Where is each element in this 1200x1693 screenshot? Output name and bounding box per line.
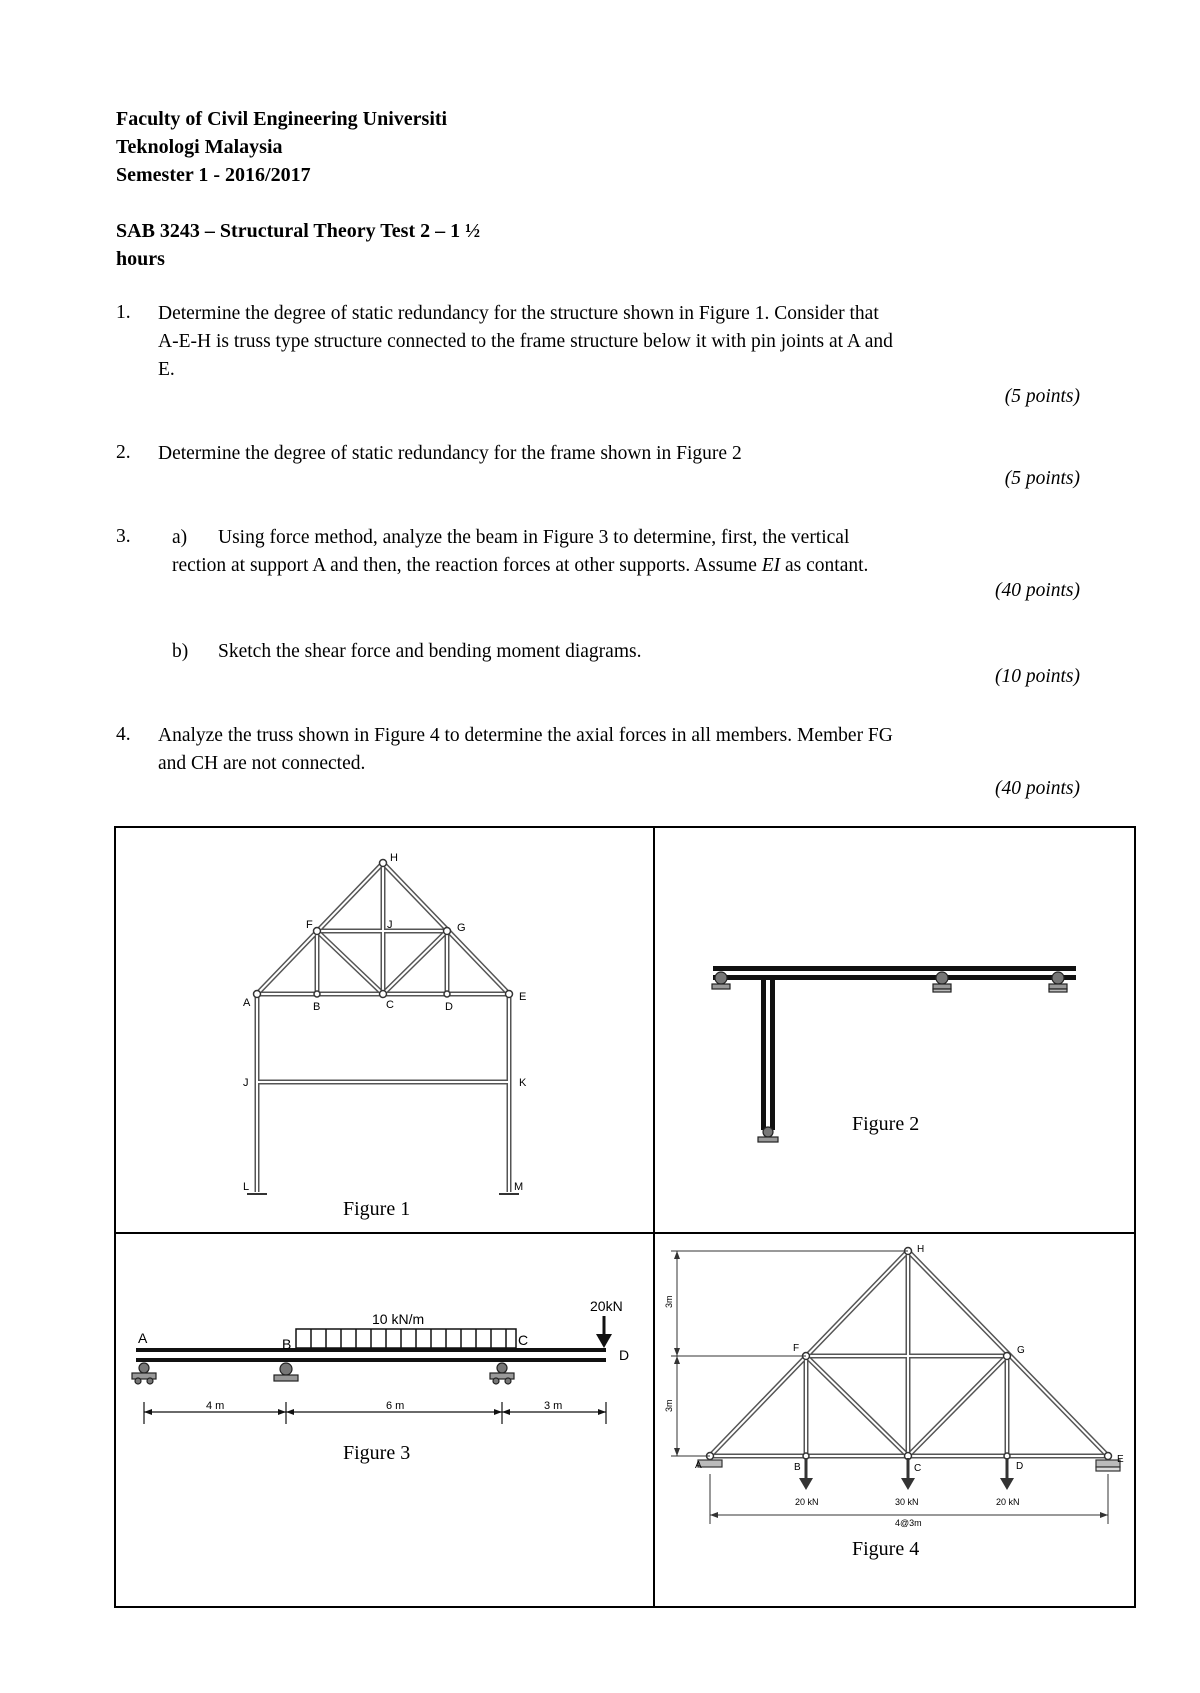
q1-number: 1. (116, 302, 131, 323)
figure-1-diagram (116, 828, 653, 1232)
q3a-line2: rection at support A and then, the reaction forces at other supports. Assume EI as contant. (172, 555, 869, 576)
fig1-label-L: L (243, 1181, 250, 1193)
figure-3-caption: Figure 3 (343, 1442, 411, 1464)
q2-points: (5 points) (1004, 468, 1080, 489)
figure-1-caption: Figure 1 (343, 1198, 411, 1220)
q4-number: 4. (116, 724, 131, 745)
figure-3-point-load (596, 1316, 612, 1348)
fig1-label-E: E (519, 991, 527, 1003)
q1-line3: E. (158, 359, 175, 380)
fig1-label-G: G (457, 922, 466, 934)
figure-2-diagram (655, 828, 1135, 1232)
q1-points: (5 points) (1004, 386, 1080, 407)
fig1-label-A: A (243, 997, 251, 1009)
fig4-span-label: 4@3m (895, 1518, 922, 1528)
q3a-points: (40 points) (994, 580, 1080, 601)
fig4-load-C: 30 kN (895, 1497, 919, 1507)
fig4-label-F: F (793, 1343, 800, 1354)
fig1-label-F: F (306, 919, 313, 931)
q3b-text: Sketch the shear force and bending moment diagrams. (218, 641, 642, 662)
figure-4-caption: Figure 4 (852, 1538, 920, 1560)
q4-line1: Analyze the truss shown in Figure 4 to determine the axial forces in all members. Member FG (158, 725, 893, 746)
figure-3-udl (296, 1329, 516, 1348)
fig3-point-load-label: 20kN (590, 1298, 623, 1314)
fig3-span-1: 4 m (206, 1400, 225, 1412)
figure-2-caption: Figure 2 (852, 1113, 920, 1135)
semester-line: Semester 1 - 2016/2017 (116, 164, 311, 186)
figure-2-frame (713, 966, 1076, 1130)
figure-3-diagram (116, 1234, 653, 1606)
fig1-label-J: J (243, 1077, 249, 1089)
figure-4-loads (799, 1458, 1014, 1490)
fig4-height-lower: 3m (664, 1399, 674, 1412)
q3a-label: a) (172, 527, 188, 548)
q3a-line1: Using force method, analyze the beam in Figure 3 to determine, first, the vertical (218, 527, 850, 548)
fig1-label-H: H (390, 852, 398, 864)
fig4-label-C: C (914, 1463, 922, 1474)
fig4-label-B: B (794, 1462, 801, 1473)
q2-number: 2. (116, 442, 131, 463)
fig4-load-D: 20 kN (996, 1497, 1020, 1507)
fig3-label-C: C (518, 1332, 529, 1348)
figure-3-beam (136, 1348, 606, 1362)
fig1-label-D: D (445, 1001, 453, 1013)
fig1-label-M: M (514, 1181, 524, 1193)
fig3-label-A: A (138, 1330, 148, 1346)
duration-line: hours (116, 248, 165, 270)
fig4-label-D: D (1016, 1461, 1024, 1472)
q1-line1: Determine the degree of static redundancy for the structure shown in Figure 1. Consider that (158, 303, 879, 324)
fig4-height-upper: 3m (664, 1295, 674, 1308)
university-line: Teknologi Malaysia (116, 136, 283, 158)
fig3-span-3: 3 m (544, 1400, 563, 1412)
fig4-label-H: H (917, 1244, 925, 1255)
fig4-label-E: E (1117, 1454, 1124, 1465)
fig4-label-G: G (1017, 1345, 1025, 1356)
fig3-span-2: 6 m (386, 1400, 405, 1412)
fig3-label-D: D (619, 1347, 630, 1363)
fig4-load-B: 20 kN (795, 1497, 819, 1507)
q3-number: 3. (116, 526, 131, 547)
q1-line2: A-E-H is truss type structure connected to the frame structure below it with pin joints at A and (158, 331, 893, 352)
q2-line1: Determine the degree of static redundancy for the frame shown in Figure 2 (158, 443, 742, 464)
q4-line2: and CH are not connected. (158, 753, 366, 774)
q4-points: (40 points) (994, 778, 1080, 799)
course-title: SAB 3243 – Structural Theory Test 2 – 1 ½ (116, 220, 481, 242)
fig1-label-C: C (386, 999, 394, 1011)
fig3-label-B: B (282, 1336, 292, 1352)
fig1-label-B: B (313, 1001, 321, 1013)
q3b-label: b) (172, 641, 189, 662)
figure-3-supports (132, 1363, 514, 1384)
fig4-label-A: A (695, 1460, 702, 1471)
fig1-label-K: K (519, 1077, 527, 1089)
fig3-udl-label: 10 kN/m (372, 1311, 425, 1327)
faculty-line: Faculty of Civil Engineering Universiti (116, 108, 448, 130)
q3b-points: (10 points) (994, 666, 1080, 687)
fig1-label-J-top: J (387, 919, 393, 931)
